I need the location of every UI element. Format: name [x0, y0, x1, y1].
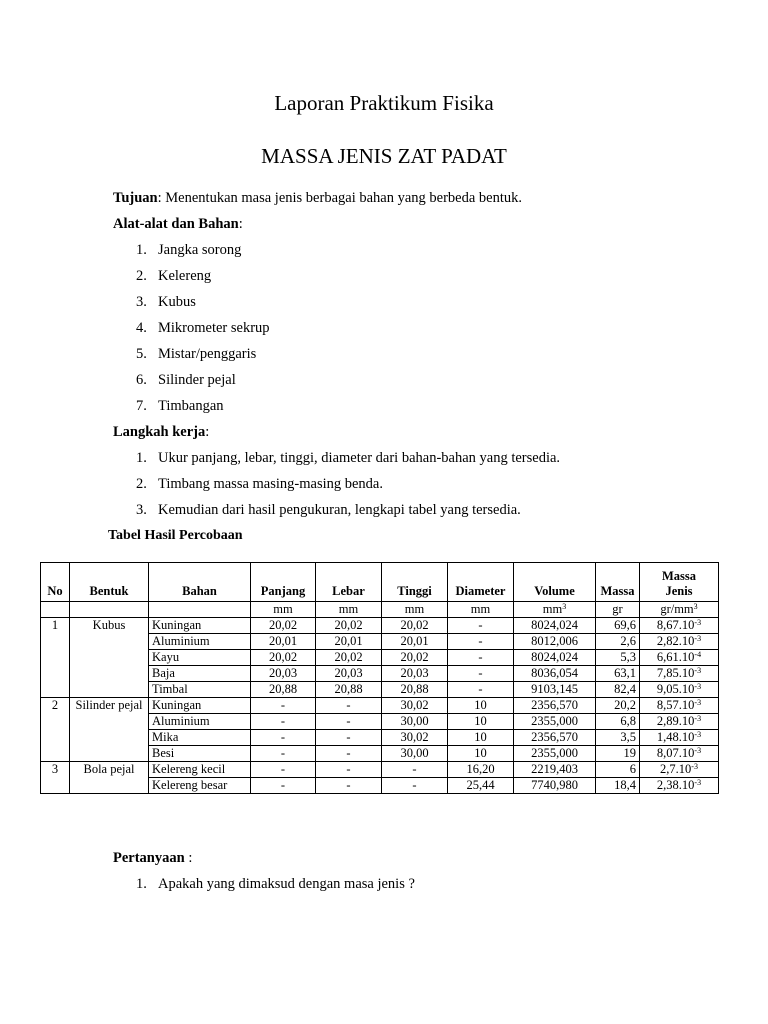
cell-massa: 69,6 — [596, 618, 640, 634]
item-text: Ukur panjang, lebar, tinggi, diameter dari bahan-bahan yang tersedia. — [158, 450, 561, 466]
item-number: 2. — [136, 476, 147, 492]
massa-jenis-base: 2,38.10 — [656, 778, 695, 792]
cell-tinggi: 20,03 — [382, 666, 448, 682]
cell-massa-jenis — [640, 618, 719, 634]
massa-jenis-base: 9,05.10 — [656, 682, 695, 696]
unit-volume-exp: 3 — [562, 602, 567, 611]
langkah-label: Langkah kerja — [113, 424, 206, 440]
cell-massa: 20,2 — [596, 698, 640, 714]
massa-jenis-exp: -3 — [694, 666, 702, 675]
pertanyaan-suffix: : — [184, 850, 193, 866]
item-number: 1. — [136, 450, 147, 466]
cell-massa: 5,3 — [596, 650, 640, 666]
massa-jenis-base: 2,82.10 — [656, 634, 695, 648]
cell-panjang: 20,02 — [251, 618, 316, 634]
cell-lebar: - — [316, 746, 382, 762]
cell-diameter: 10 — [448, 730, 514, 746]
item-text: Apakah yang dimaksud dengan masa jenis ? — [158, 876, 415, 892]
unit-massa-jenis-exp: 3 — [693, 602, 698, 611]
unit-cell — [149, 602, 251, 618]
cell-panjang: - — [251, 698, 316, 714]
cell-diameter: 16,20 — [448, 762, 514, 778]
cell-bentuk: Bola pejal — [70, 762, 149, 778]
cell-lebar: 20,88 — [316, 682, 382, 698]
item-text: Silinder pejal — [158, 372, 236, 388]
cell-diameter: 10 — [448, 714, 514, 730]
item-number: 2. — [136, 268, 147, 284]
table-row — [41, 650, 719, 666]
tujuan-label: Tujuan — [113, 190, 158, 206]
massa-jenis-base: 2,7.10 — [660, 762, 692, 776]
cell-bahan: Kuningan — [149, 618, 251, 634]
alat-item — [136, 268, 211, 285]
alat-suffix: : — [238, 216, 243, 232]
massa-jenis-base: 8,57.10 — [656, 698, 695, 712]
header-lebar: Lebar — [316, 563, 382, 602]
cell-bahan: Aluminium — [149, 714, 251, 730]
item-text: Kemudian dari hasil pengukuran, lengkapi tabel yang tersedia. — [158, 502, 521, 518]
cell-massa: 6,8 — [596, 714, 640, 730]
table-row — [41, 762, 719, 778]
item-text: Jangka sorong — [158, 242, 242, 258]
massa-jenis-exp: -3 — [694, 746, 702, 755]
header-tinggi: Tinggi — [382, 563, 448, 602]
cell-volume: 2355,000 — [514, 714, 596, 730]
cell-bentuk — [70, 666, 149, 682]
cell-diameter: - — [448, 682, 514, 698]
cell-panjang: - — [251, 746, 316, 762]
cell-panjang: 20,02 — [251, 650, 316, 666]
langkah-item — [136, 502, 521, 519]
cell-tinggi: 30,00 — [382, 714, 448, 730]
item-text: Mistar/penggaris — [158, 346, 257, 362]
alat-item — [136, 372, 236, 389]
cell-panjang: 20,88 — [251, 682, 316, 698]
langkah-suffix: : — [205, 424, 210, 440]
alat-item — [136, 242, 241, 259]
item-text: Timbangan — [158, 398, 224, 414]
cell-diameter: 10 — [448, 746, 514, 762]
cell-tinggi: 20,01 — [382, 634, 448, 650]
cell-panjang: - — [251, 778, 316, 794]
table-body — [41, 618, 719, 794]
pertanyaan-label: Pertanyaan — [113, 850, 185, 866]
massa-jenis-exp: -3 — [691, 762, 698, 771]
table-row — [41, 666, 719, 682]
cell-bentuk — [70, 778, 149, 794]
header-volume: Volume — [514, 563, 596, 602]
header-diameter: Diameter — [448, 563, 514, 602]
cell-no — [41, 682, 70, 698]
cell-tinggi: 20,88 — [382, 682, 448, 698]
alat-item — [136, 398, 224, 415]
alat-item — [136, 346, 256, 363]
item-number: 1. — [136, 876, 147, 892]
cell-diameter: 25,44 — [448, 778, 514, 794]
cell-tinggi: - — [382, 762, 448, 778]
cell-volume: 2219,403 — [514, 762, 596, 778]
cell-bentuk: Kubus — [70, 618, 149, 634]
unit-volume-base: mm — [542, 602, 563, 616]
item-number: 3. — [136, 502, 147, 518]
cell-no — [41, 666, 70, 682]
cell-diameter: - — [448, 618, 514, 634]
cell-bentuk — [70, 634, 149, 650]
cell-lebar: 20,02 — [316, 618, 382, 634]
item-text: Kelereng — [158, 268, 212, 284]
cell-panjang: - — [251, 730, 316, 746]
cell-massa-jenis — [640, 714, 719, 730]
cell-lebar: - — [316, 762, 382, 778]
cell-panjang: - — [251, 714, 316, 730]
cell-massa: 19 — [596, 746, 640, 762]
item-number: 1. — [136, 242, 147, 258]
cell-panjang: - — [251, 762, 316, 778]
cell-tinggi: 20,02 — [382, 618, 448, 634]
unit-cell — [41, 602, 70, 618]
cell-bentuk — [70, 730, 149, 746]
massa-jenis-exp: -3 — [694, 618, 702, 627]
header-bahan: Bahan — [149, 563, 251, 602]
table-row — [41, 634, 719, 650]
cell-tinggi: 30,02 — [382, 730, 448, 746]
header-massa-jenis-line1: Massa — [661, 569, 697, 583]
pertanyaan-item — [136, 876, 415, 893]
massa-jenis-exp: -3 — [694, 682, 702, 691]
cell-bentuk — [70, 682, 149, 698]
table-row — [41, 730, 719, 746]
cell-no — [41, 634, 70, 650]
table-row — [41, 698, 719, 714]
item-number: 4. — [136, 320, 147, 336]
alat-heading — [113, 216, 243, 233]
tujuan-line — [113, 190, 522, 207]
cell-bahan: Kuningan — [149, 698, 251, 714]
massa-jenis-exp: -3 — [694, 714, 702, 723]
cell-no — [41, 650, 70, 666]
table-row — [41, 746, 719, 762]
massa-jenis-base: 6,61.10 — [656, 650, 695, 664]
cell-diameter: - — [448, 634, 514, 650]
massa-jenis-exp: -3 — [694, 698, 702, 707]
cell-no — [41, 778, 70, 794]
massa-jenis-exp: -4 — [694, 650, 702, 659]
header-no: No — [41, 563, 70, 602]
langkah-item — [136, 450, 560, 467]
cell-tinggi: 30,02 — [382, 698, 448, 714]
cell-volume: 8024,024 — [514, 650, 596, 666]
unit-panjang: mm — [251, 602, 316, 618]
cell-volume: 8036,054 — [514, 666, 596, 682]
cell-volume: 2355,000 — [514, 746, 596, 762]
header-massa-jenis — [640, 563, 719, 602]
cell-panjang: 20,01 — [251, 634, 316, 650]
unit-massa: gr — [596, 602, 640, 618]
pertanyaan-heading — [113, 850, 192, 867]
cell-volume: 7740,980 — [514, 778, 596, 794]
item-number: 5. — [136, 346, 147, 362]
cell-no: 3 — [41, 762, 70, 778]
massa-jenis-base: 2,89.10 — [656, 714, 695, 728]
cell-diameter: - — [448, 666, 514, 682]
cell-tinggi: - — [382, 778, 448, 794]
cell-lebar: 20,02 — [316, 650, 382, 666]
cell-no — [41, 746, 70, 762]
massa-jenis-base: 8,07.10 — [656, 746, 695, 760]
cell-lebar: 20,01 — [316, 634, 382, 650]
unit-massa-jenis-base: gr/mm — [660, 602, 694, 616]
cell-bahan: Kelereng besar — [149, 778, 251, 794]
cell-tinggi: 30,00 — [382, 746, 448, 762]
cell-no: 2 — [41, 698, 70, 714]
tujuan-text: : Menentukan masa jenis berbagai bahan yang berbeda bentuk. — [157, 190, 523, 206]
cell-bahan: Baja — [149, 666, 251, 682]
table-row — [41, 714, 719, 730]
cell-volume: 8024,024 — [514, 618, 596, 634]
cell-massa-jenis — [640, 650, 719, 666]
cell-massa: 18,4 — [596, 778, 640, 794]
item-number: 6. — [136, 372, 147, 388]
alat-item — [136, 294, 196, 311]
cell-bahan: Aluminium — [149, 634, 251, 650]
unit-cell — [70, 602, 149, 618]
langkah-heading — [113, 424, 209, 441]
unit-tinggi: mm — [382, 602, 448, 618]
cell-volume: 8012,006 — [514, 634, 596, 650]
cell-volume: 2356,570 — [514, 730, 596, 746]
langkah-item — [136, 476, 383, 493]
massa-jenis-exp: -3 — [694, 778, 702, 787]
cell-no — [41, 714, 70, 730]
header-panjang: Panjang — [251, 563, 316, 602]
unit-volume — [514, 602, 596, 618]
cell-massa-jenis — [640, 762, 719, 778]
alat-item — [136, 320, 270, 337]
unit-massa-jenis — [640, 602, 719, 618]
item-text: Timbang massa masing-masing benda. — [158, 476, 383, 492]
cell-bahan: Kelereng kecil — [149, 762, 251, 778]
cell-massa-jenis — [640, 746, 719, 762]
header-massa-jenis-line2: Jenis — [665, 584, 693, 598]
cell-massa-jenis — [640, 666, 719, 682]
cell-lebar: - — [316, 714, 382, 730]
massa-jenis-base: 8,67.10 — [656, 618, 695, 632]
cell-bentuk — [70, 714, 149, 730]
cell-massa: 82,4 — [596, 682, 640, 698]
item-number: 3. — [136, 294, 147, 310]
cell-no — [41, 730, 70, 746]
cell-massa: 63,1 — [596, 666, 640, 682]
cell-diameter: - — [448, 650, 514, 666]
item-text: Kubus — [158, 294, 196, 310]
cell-massa-jenis — [640, 778, 719, 794]
header-bentuk: Bentuk — [70, 563, 149, 602]
page-subtitle: MASSA JENIS ZAT PADAT — [261, 144, 507, 168]
cell-bahan: Kayu — [149, 650, 251, 666]
cell-massa-jenis — [640, 634, 719, 650]
cell-panjang: 20,03 — [251, 666, 316, 682]
cell-bentuk: Silinder pejal — [70, 698, 149, 714]
table-row — [41, 618, 719, 634]
cell-lebar: 20,03 — [316, 666, 382, 682]
cell-massa-jenis — [640, 730, 719, 746]
cell-volume: 9103,145 — [514, 682, 596, 698]
cell-bentuk — [70, 746, 149, 762]
cell-massa: 6 — [596, 762, 640, 778]
massa-jenis-base: 1,48.10 — [656, 730, 695, 744]
cell-massa-jenis — [640, 698, 719, 714]
cell-bentuk — [70, 650, 149, 666]
cell-lebar: - — [316, 698, 382, 714]
table-row — [41, 778, 719, 794]
table-unit-row — [41, 602, 719, 618]
unit-lebar: mm — [316, 602, 382, 618]
table-caption: Tabel Hasil Percobaan — [108, 528, 243, 543]
cell-diameter: 10 — [448, 698, 514, 714]
table-header-row — [41, 563, 719, 602]
cell-bahan: Mika — [149, 730, 251, 746]
cell-lebar: - — [316, 778, 382, 794]
table-row — [41, 682, 719, 698]
cell-volume: 2356,570 — [514, 698, 596, 714]
cell-no: 1 — [41, 618, 70, 634]
cell-massa: 2,6 — [596, 634, 640, 650]
results-table — [40, 562, 719, 794]
cell-bahan: Timbal — [149, 682, 251, 698]
massa-jenis-base: 7,85.10 — [656, 666, 695, 680]
cell-bahan: Besi — [149, 746, 251, 762]
cell-tinggi: 20,02 — [382, 650, 448, 666]
cell-massa: 3,5 — [596, 730, 640, 746]
header-massa: Massa — [596, 563, 640, 602]
unit-diameter: mm — [448, 602, 514, 618]
page-title: Laporan Praktikum Fisika — [274, 91, 494, 115]
item-number: 7. — [136, 398, 147, 414]
massa-jenis-exp: -3 — [694, 634, 702, 643]
cell-massa-jenis — [640, 682, 719, 698]
item-text: Mikrometer sekrup — [158, 320, 270, 336]
cell-lebar: - — [316, 730, 382, 746]
alat-label: Alat-alat dan Bahan — [113, 216, 239, 232]
massa-jenis-exp: -3 — [694, 730, 702, 739]
